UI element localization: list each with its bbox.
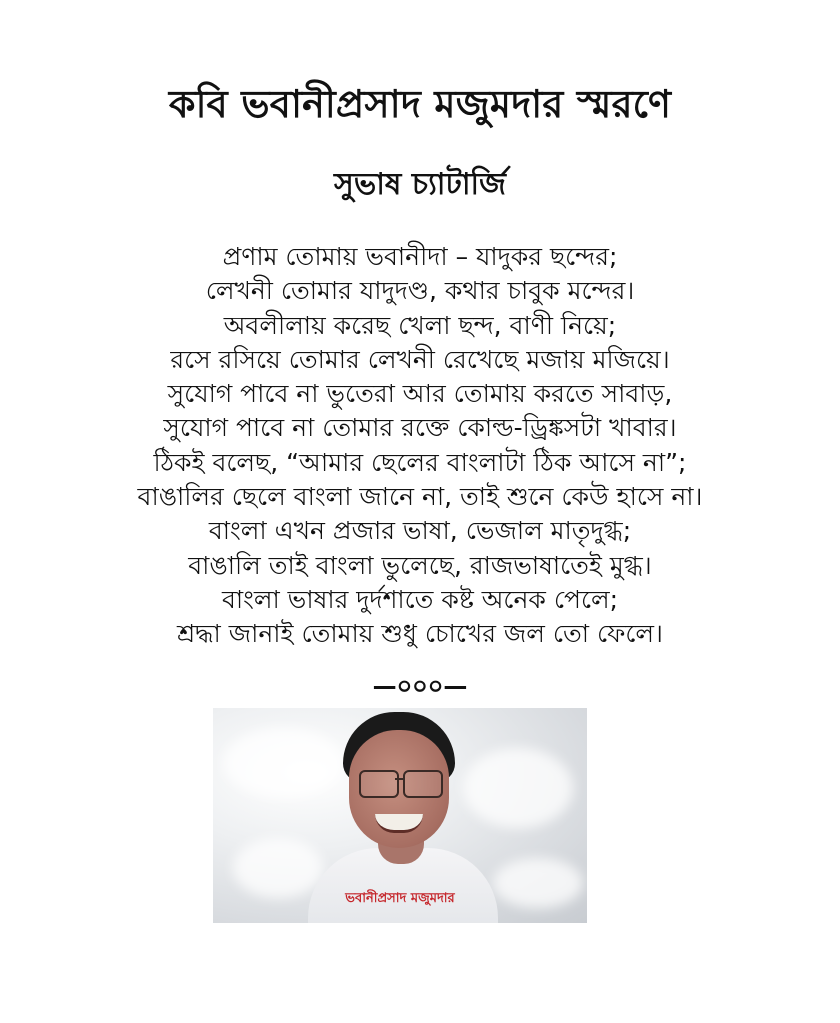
- portrait-glasses-bridge: [395, 778, 405, 780]
- poem-line: সুযোগ পাবে না ভুতেরা আর তোমায় করতে সাবাড়,: [167, 379, 673, 409]
- poem-line: বাঙালির ছেলে বাংলা জানে না, তাই শুনে কেউ হাসে না।: [137, 482, 703, 512]
- poem-line: প্রণাম তোমায় ভবানীদা – যাদুকর ছন্দের;: [222, 242, 618, 271]
- portrait-caption: ভবানীপ্রসাদ মজুমদার: [345, 891, 455, 906]
- poem-line: রসে রসিয়ে তোমার লেখনী রেখেছে মজায় মজিয়ে।: [170, 344, 670, 374]
- poem-line: শ্রদ্ধা জানাই তোমায় শুধু চোখের জল তো ফেলে।: [177, 619, 663, 649]
- poem-line: লেখনী তোমার যাদুদণ্ড, কথার চাবুক মন্দের।: [205, 276, 635, 306]
- poet-portrait: [213, 708, 587, 923]
- poem-line: অবলীলায় করেছ খেলা ছন্দ, বাণী নিয়ে;: [223, 310, 617, 340]
- poem-line: বাংলা এখন প্রজার ভাষা, ভেজাল মাতৃদুগ্ধ;: [208, 516, 632, 546]
- poem-body: [0, 240, 840, 652]
- page-title: কবি ভবানীপ্রসাদ মজুমদার স্মরণে: [168, 82, 672, 126]
- author-name: সুভাষ চ্যাটার্জি: [334, 167, 506, 202]
- poem-line: বাঙালি তাই বাংলা ভুলেছে, রাজভাষাতেই মুগ্ধ।: [188, 550, 652, 580]
- portrait-glasses-left: [359, 770, 399, 798]
- poem-end-mark: —০০০—: [372, 672, 468, 700]
- poem-line: বাংলা ভাষার দুর্দশাতে কষ্ট অনেক পেলে;: [221, 584, 619, 614]
- poem-line: ঠিকই বলেছ, “আমার ছেলের বাংলাটা ঠিক আসে না”;: [153, 447, 687, 477]
- poem-line: সুযোগ পাবে না তোমার রক্তে কোল্ড-ড্রিঙ্কসটা খাবার।: [163, 413, 677, 443]
- portrait-glasses-right: [403, 770, 443, 798]
